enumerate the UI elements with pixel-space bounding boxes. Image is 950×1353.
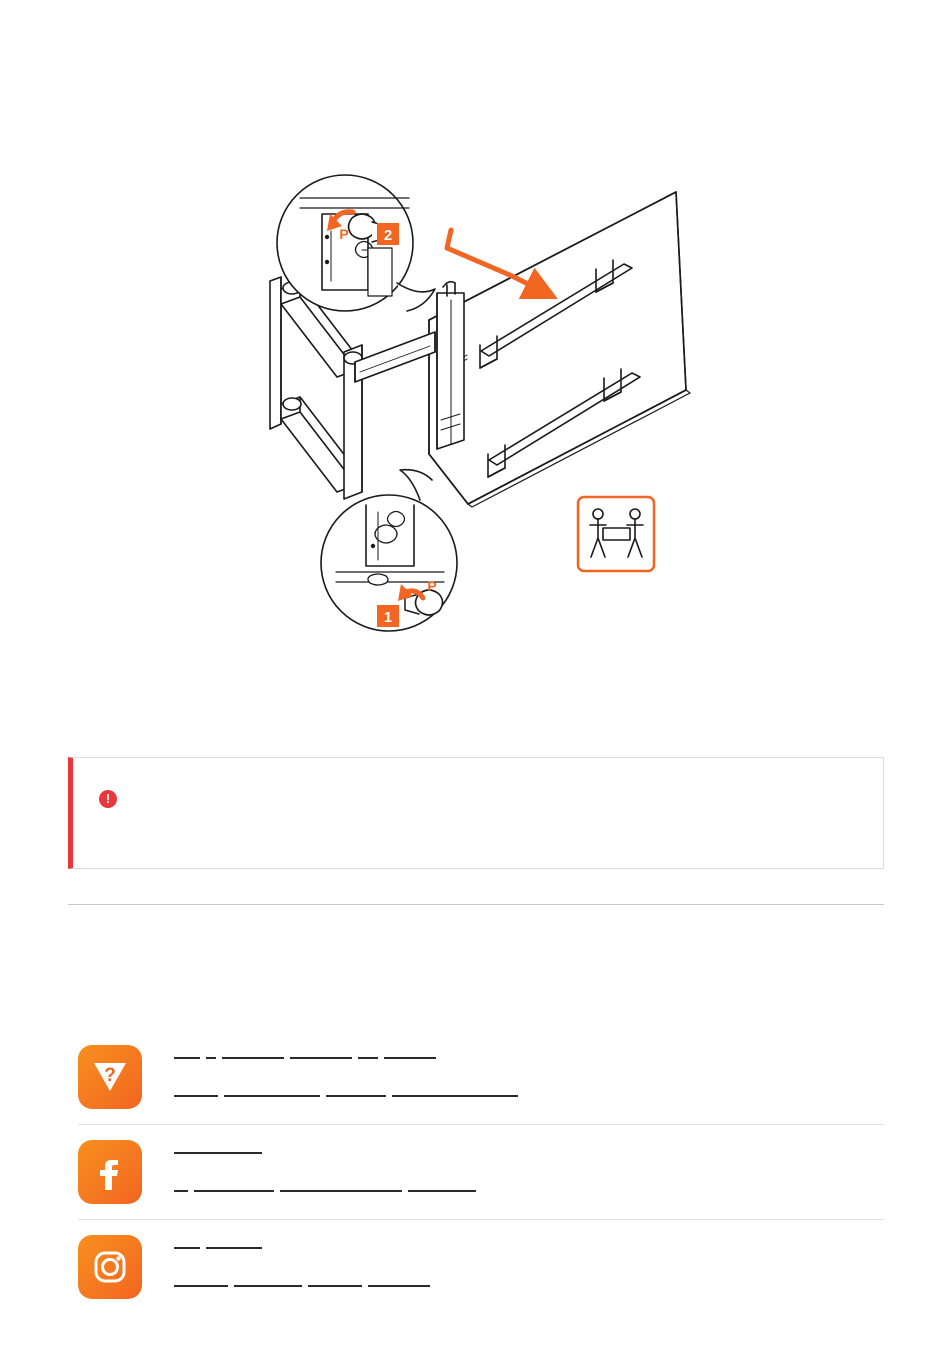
two-person-lift-icon: [578, 497, 654, 571]
footer-link-facebook-text: [174, 1125, 482, 1220]
callout-letter-p-upper: P: [339, 226, 349, 242]
footer-link-help-line1: [174, 1049, 524, 1068]
instagram-icon: [78, 1235, 142, 1299]
facebook-icon: [78, 1140, 142, 1204]
tv-panel: [429, 192, 690, 507]
footer-link-help-line2: [174, 1087, 524, 1106]
callout-badge-2: [377, 223, 399, 245]
center-bracket: [437, 282, 464, 449]
callout-badge-1: [377, 605, 399, 627]
detail-circle-upper: [277, 175, 435, 311]
exclamation-icon: !: [99, 790, 117, 808]
callout-letter-p-lower: P: [427, 578, 437, 594]
footer-link-facebook-line2: [174, 1182, 482, 1201]
footer-link-help-text: [174, 1030, 524, 1125]
svg-text:2: 2: [383, 227, 393, 244]
footer-link-facebook-line1: [174, 1144, 482, 1163]
section-divider: [68, 904, 884, 905]
footer-link-help[interactable]: [78, 1030, 884, 1125]
warning-note-box: [68, 757, 884, 869]
footer-link-facebook[interactable]: [78, 1125, 884, 1220]
footer-link-instagram-text: [174, 1220, 436, 1315]
footer-link-instagram[interactable]: [78, 1220, 884, 1314]
svg-text:1: 1: [383, 609, 393, 626]
svg-text:?: ?: [104, 1065, 116, 1086]
footer-link-instagram-line1: [174, 1239, 436, 1258]
footer-link-instagram-line2: [174, 1277, 436, 1296]
footer-links: [78, 1030, 884, 1314]
help-question-icon: [78, 1045, 142, 1109]
